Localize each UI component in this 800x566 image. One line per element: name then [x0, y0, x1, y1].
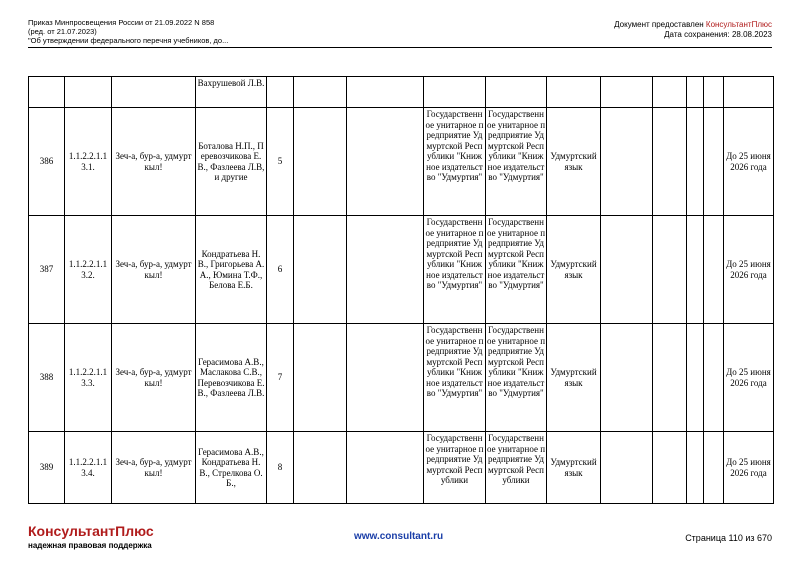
table-row [29, 324, 774, 432]
developer-cell: Государственное унитарное предприятие Удмуртской Республики "Книжное издательство "Удмуртия" [486, 216, 547, 324]
row-number: 389 [29, 432, 65, 504]
document-title-line: Приказ Минпросвещения России от 21.09.2022 N 858 [28, 18, 215, 27]
author-cell: Кондратьева Н.В., Григорьева А.А., Юмина Т.Ф., Белова Е.Б. [196, 216, 267, 324]
row-number: 388 [29, 324, 65, 432]
grade-cell: 6 [267, 216, 294, 324]
grade-cell: 7 [267, 324, 294, 432]
developer-cell: Государственное унитарное предприятие Удмуртской Республики [486, 432, 547, 504]
textbook-code: 1.1.2.2.1.13.1. [65, 108, 112, 216]
document-title [28, 18, 228, 45]
textbook-code: 1.1.2.2.1.13.3. [65, 324, 112, 432]
grade-cell: 8 [267, 432, 294, 504]
textbook-code: 1.1.2.2.1.13.2. [65, 216, 112, 324]
provider-info [614, 20, 772, 40]
table-row [29, 216, 774, 324]
publisher-cell: Государственное унитарное предприятие Удмуртской Республики "Книжное издательство "Удмуртия" [424, 108, 486, 216]
publisher-cell: Государственное унитарное предприятие Удмуртской Республики "Книжное издательство "Удмуртия" [424, 216, 486, 324]
table-row [29, 432, 774, 504]
table-row [29, 77, 774, 108]
row-number: 386 [29, 108, 65, 216]
author-cell: Боталова Н.П., Перевозчикова Е.В., Фазлеева Л.В, и другие [196, 108, 267, 216]
author-cell: Вахрушевой Л.В. [196, 77, 267, 108]
textbook-title: Зеч-а, бур-а, удмурт кыл! [112, 432, 196, 504]
author-cell: Герасимова А.В., Кондратьева Н.В., Стрелкова О.Б., [196, 432, 267, 504]
document-revision: (ред. от 21.07.2023) [28, 27, 97, 36]
textbook-title: Зеч-а, бур-а, удмурт кыл! [112, 216, 196, 324]
deadline-cell: До 25 июня 2026 года [724, 432, 774, 504]
footer-brand-logo: КонсультантПлюс [28, 523, 154, 539]
author-cell: Герасимова А.В., Маслакова С.В., Перевозчикова Е.В., Фазлеева Л.В. [196, 324, 267, 432]
developer-cell: Государственное унитарное предприятие Удмуртской Республики "Книжное издательство "Удмуртия" [486, 108, 547, 216]
save-date: Дата сохранения: 28.08.2023 [664, 30, 772, 39]
subject-cell: Удмуртский язык [547, 216, 601, 324]
publisher-cell: Государственное унитарное предприятие Удмуртской Республики "Книжное издательство "Удмуртия" [424, 324, 486, 432]
textbook-code: 1.1.2.2.1.13.4. [65, 432, 112, 504]
subject-cell: Удмуртский язык [547, 432, 601, 504]
textbook-title: Зеч-а, бур-а, удмурт кыл! [112, 108, 196, 216]
footer-tagline: надежная правовая поддержка [28, 541, 152, 550]
row-number: 387 [29, 216, 65, 324]
deadline-cell: До 25 июня 2026 года [724, 324, 774, 432]
provider-brand-link[interactable]: КонсультантПлюс [705, 20, 772, 29]
grade-cell: 5 [267, 108, 294, 216]
publisher-cell: Государственное унитарное предприятие Удмуртской Республики [424, 432, 486, 504]
header-divider [28, 47, 772, 48]
footer-website-link[interactable]: www.consultant.ru [354, 531, 444, 542]
document-subtitle: "Об утверждении федерального перечня учебников, до... [28, 36, 229, 45]
provider-prefix: Документ предоставлен [614, 20, 706, 29]
textbook-table [28, 76, 774, 504]
textbook-title: Зеч-а, бур-а, удмурт кыл! [112, 324, 196, 432]
deadline-cell: До 25 июня 2026 года [724, 108, 774, 216]
deadline-cell: До 25 июня 2026 года [724, 216, 774, 324]
table-row [29, 108, 774, 216]
subject-cell: Удмуртский язык [547, 108, 601, 216]
page-counter: Страница 110 из 670 [685, 533, 772, 543]
developer-cell: Государственное унитарное предприятие Удмуртской Республики "Книжное издательство "Удмуртия" [486, 324, 547, 432]
subject-cell: Удмуртский язык [547, 324, 601, 432]
